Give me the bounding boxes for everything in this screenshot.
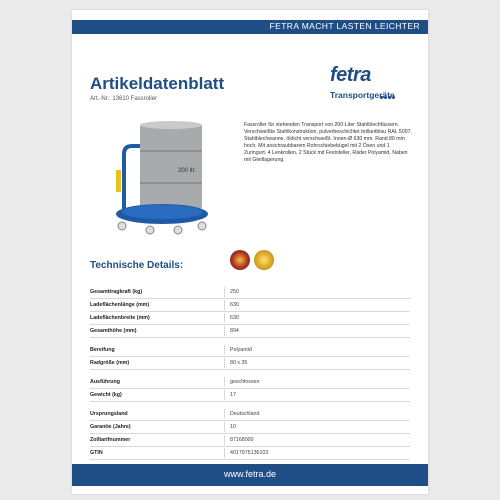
castor-wheel xyxy=(198,222,206,230)
header-banner xyxy=(72,20,428,34)
table-row xyxy=(90,408,410,421)
table-row xyxy=(90,299,410,312)
spec-key: GTIN xyxy=(90,450,103,456)
article-number: Art.-Nr.: 13610 Fassroller xyxy=(90,96,158,102)
spec-value: 630 xyxy=(230,302,239,308)
spec-key: Ladeflächenlänge (mm) xyxy=(90,302,150,308)
page-title: Artikeldatenblatt xyxy=(90,74,225,93)
table-row xyxy=(90,286,410,299)
spec-value: Polyamid xyxy=(230,347,252,353)
spec-value: 87168000 xyxy=(230,437,254,443)
drum-roller-image xyxy=(102,118,232,238)
footer-bar xyxy=(72,464,428,486)
drum-rib xyxy=(140,182,202,184)
castor-wheel xyxy=(118,222,126,230)
made-in-germany-seal-icon xyxy=(230,250,250,270)
spec-value: 80 x 35 xyxy=(230,360,248,366)
drum-rib xyxy=(140,150,202,152)
table-row xyxy=(90,357,410,370)
castor-wheel xyxy=(146,226,154,234)
brand-tagline: Transportgeräte xyxy=(330,90,395,100)
drum-label: 200 ltr. xyxy=(178,168,197,174)
spec-key: Gewicht (kg) xyxy=(90,392,122,398)
datasheet-page xyxy=(72,10,428,494)
product-description: Fassroller für stehenden Transport von 200-Liter Stahlblechfässern. Verschweißte Stahlkonstruktion, pulverbeschichtet brillantblau RAL 5007. Stahlblechwanne, öldicht verschweißt. Innen-Ø 630 mm. Rand 80 mm hoch. Mit anschraubbarem Rohrschiebebügel mit 2 Ösen und 1 Zuringurt. 4 Lenkrollen, 2 Stück mit Feststeller, Räder Polyamid, Naben mit Gleitlagerung. xyxy=(244,122,412,163)
quality-badges xyxy=(230,250,290,272)
table-row xyxy=(90,312,410,325)
table-row xyxy=(90,389,410,402)
spec-value: 250 xyxy=(230,289,239,295)
footer-url[interactable]: www.fetra.de xyxy=(223,469,277,479)
spec-key: Garantie (Jahre) xyxy=(90,424,131,430)
tray-inner xyxy=(122,205,202,219)
spec-key: Ladeflächenbreite (mm) xyxy=(90,315,150,321)
drum-body xyxy=(140,124,202,210)
warranty-seal-icon xyxy=(254,250,274,270)
spec-key: Ausführung xyxy=(90,379,121,385)
table-row xyxy=(90,376,410,389)
spec-value: 4017975136103 xyxy=(230,450,269,456)
spec-value: Deutschland xyxy=(230,411,260,417)
castor-wheel xyxy=(174,226,182,234)
spec-value: geschlossen xyxy=(230,379,260,385)
spec-key: Ursprungsland xyxy=(90,411,128,417)
table-row xyxy=(90,421,410,434)
table-row xyxy=(90,344,410,357)
spec-value: 894 xyxy=(230,328,239,334)
specs-table xyxy=(90,286,410,460)
spec-key: Zolltarifnummer xyxy=(90,437,131,443)
table-row xyxy=(90,325,410,338)
specs-title: Technische Details: xyxy=(90,260,184,271)
handle-strap xyxy=(116,170,121,192)
spec-value: 17 xyxy=(230,392,236,398)
spec-key: Radgröße (mm) xyxy=(90,360,130,366)
spec-key: Gesamthöhe (mm) xyxy=(90,328,137,334)
table-row xyxy=(90,447,410,460)
spec-key: Bereifung xyxy=(90,347,115,353)
header-banner-text: FETRA MACHT LASTEN LEICHTER xyxy=(269,21,420,31)
drum-top xyxy=(140,121,202,129)
spec-value: 10 xyxy=(230,424,236,430)
fetra-logo: fetra xyxy=(330,64,371,86)
spec-key: Gesamttragkraft (kg) xyxy=(90,289,143,295)
spec-value: 630 xyxy=(230,315,239,321)
table-row xyxy=(90,434,410,447)
